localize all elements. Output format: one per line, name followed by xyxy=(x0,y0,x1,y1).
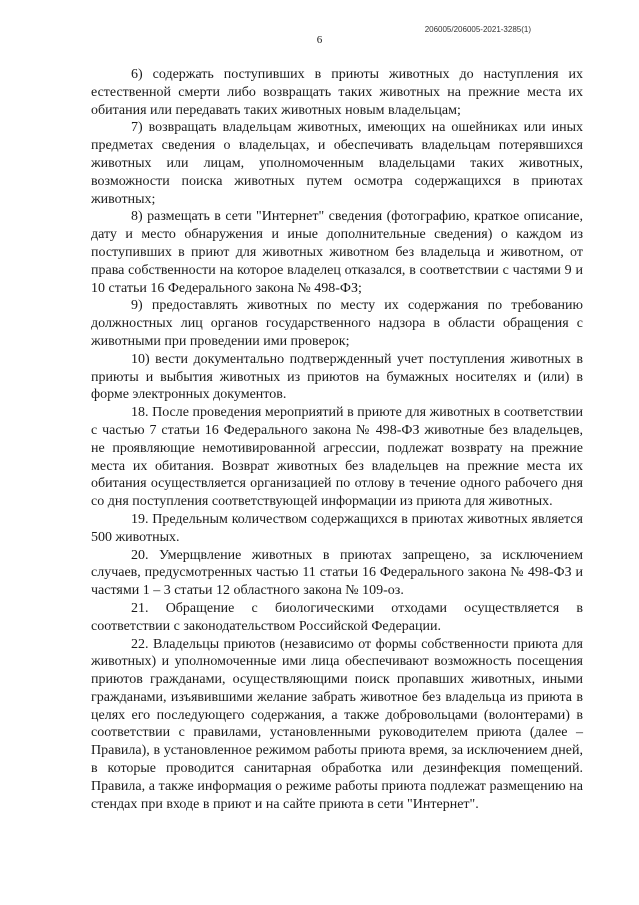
paragraph-clause-18: 18. После проведения мероприятий в приюте для животных в соответствии с частью 7 статьи 16 Федерального закона № 498-ФЗ животные без владельцев, не проявляющие немотивированной агрессии, подлежат возврату на прежние места их обитания. Возврат животных без владельцев на прежние места их обитания осуществляется организацией по отлову в течение одного рабочего дня со дня поступления соответствующей информации из приюта для животных. xyxy=(91,405,583,510)
paragraph-clause-22: 22. Владельцы приютов (независимо от формы собственности приюта для животных) и уполномоченные ими лица обеспечивают возможность посещения приютов гражданами, осуществляющими поиск пропавших животных, иными гражданами, изъявившими желание забрать животное без владельца из приюта в целях его последующего содержания, а также добровольцами (волонтерами) в соответствии с правилами, установленными руководителем приюта (далее – Правила), в установленное режимом работы приюта время, за исключением дней, в которые проводится санитарная обработка или дезинфекция помещений. Правила, а также информация о режиме работы приюта подлежат размещению на стендах при входе в приют и на сайте приюта в сети "Интернет". xyxy=(91,636,583,812)
document-body xyxy=(91,66,583,813)
document-id: 206005/206005-2021-3285(1) xyxy=(424,25,531,34)
paragraph-item-7: 7) возвращать владельцам животных, имеющих на ошейниках или иных предметах сведения о владельцах, и обеспечивать владельцам потерявшихся животных или лицам, уполномоченным владельцами таких животных, возможности поиска животных путем осмотра содержащихся в приютах животных; xyxy=(91,120,583,207)
paragraph-item-10: 10) вести документально подтвержденный учет поступления животных в приюты и выбытия животных из приютов на бумажных носителях и (или) в форме электронных документов. xyxy=(91,351,583,403)
paragraph-clause-20: 20. Умерщвление животных в приютах запрещено, за исключением случаев, предусмотренных частью 11 статьи 16 Федерального закона № 498-ФЗ и частями 1 – 3 статьи 12 областного закона № 109-оз. xyxy=(91,547,583,599)
paragraph-item-9: 9) предоставлять животных по месту их содержания по требованию должностных лиц органов государственного надзора в области обращения с животными при проведении ими проверок; xyxy=(91,298,583,349)
page-number: 6 xyxy=(316,34,323,46)
paragraph-clause-21: 21. Обращение с биологическими отходами осуществляется в соответствии с законодательством Российской Федерации. xyxy=(91,600,583,634)
paragraph-item-8: 8) размещать в сети "Интернет" сведения (фотографию, краткое описание, дату и место обнаружения и иные дополнительные сведения) о каждом из поступивших в приют для животных животном без владельца и животном, от права собственности на которое владелец отказался, в соответствии с частями 9 и 10 статьи 16 Федерального закона № 498-ФЗ; xyxy=(91,209,583,296)
paragraph-item-6: 6) содержать поступивших в приюты животных до наступления их естественной смерти либо возвращать таких животных на прежние места их обитания или передавать таких животных новым владельцам; xyxy=(91,67,583,118)
paragraph-clause-19: 19. Предельным количеством содержащихся в приютах животных является 500 животных. xyxy=(91,511,583,545)
